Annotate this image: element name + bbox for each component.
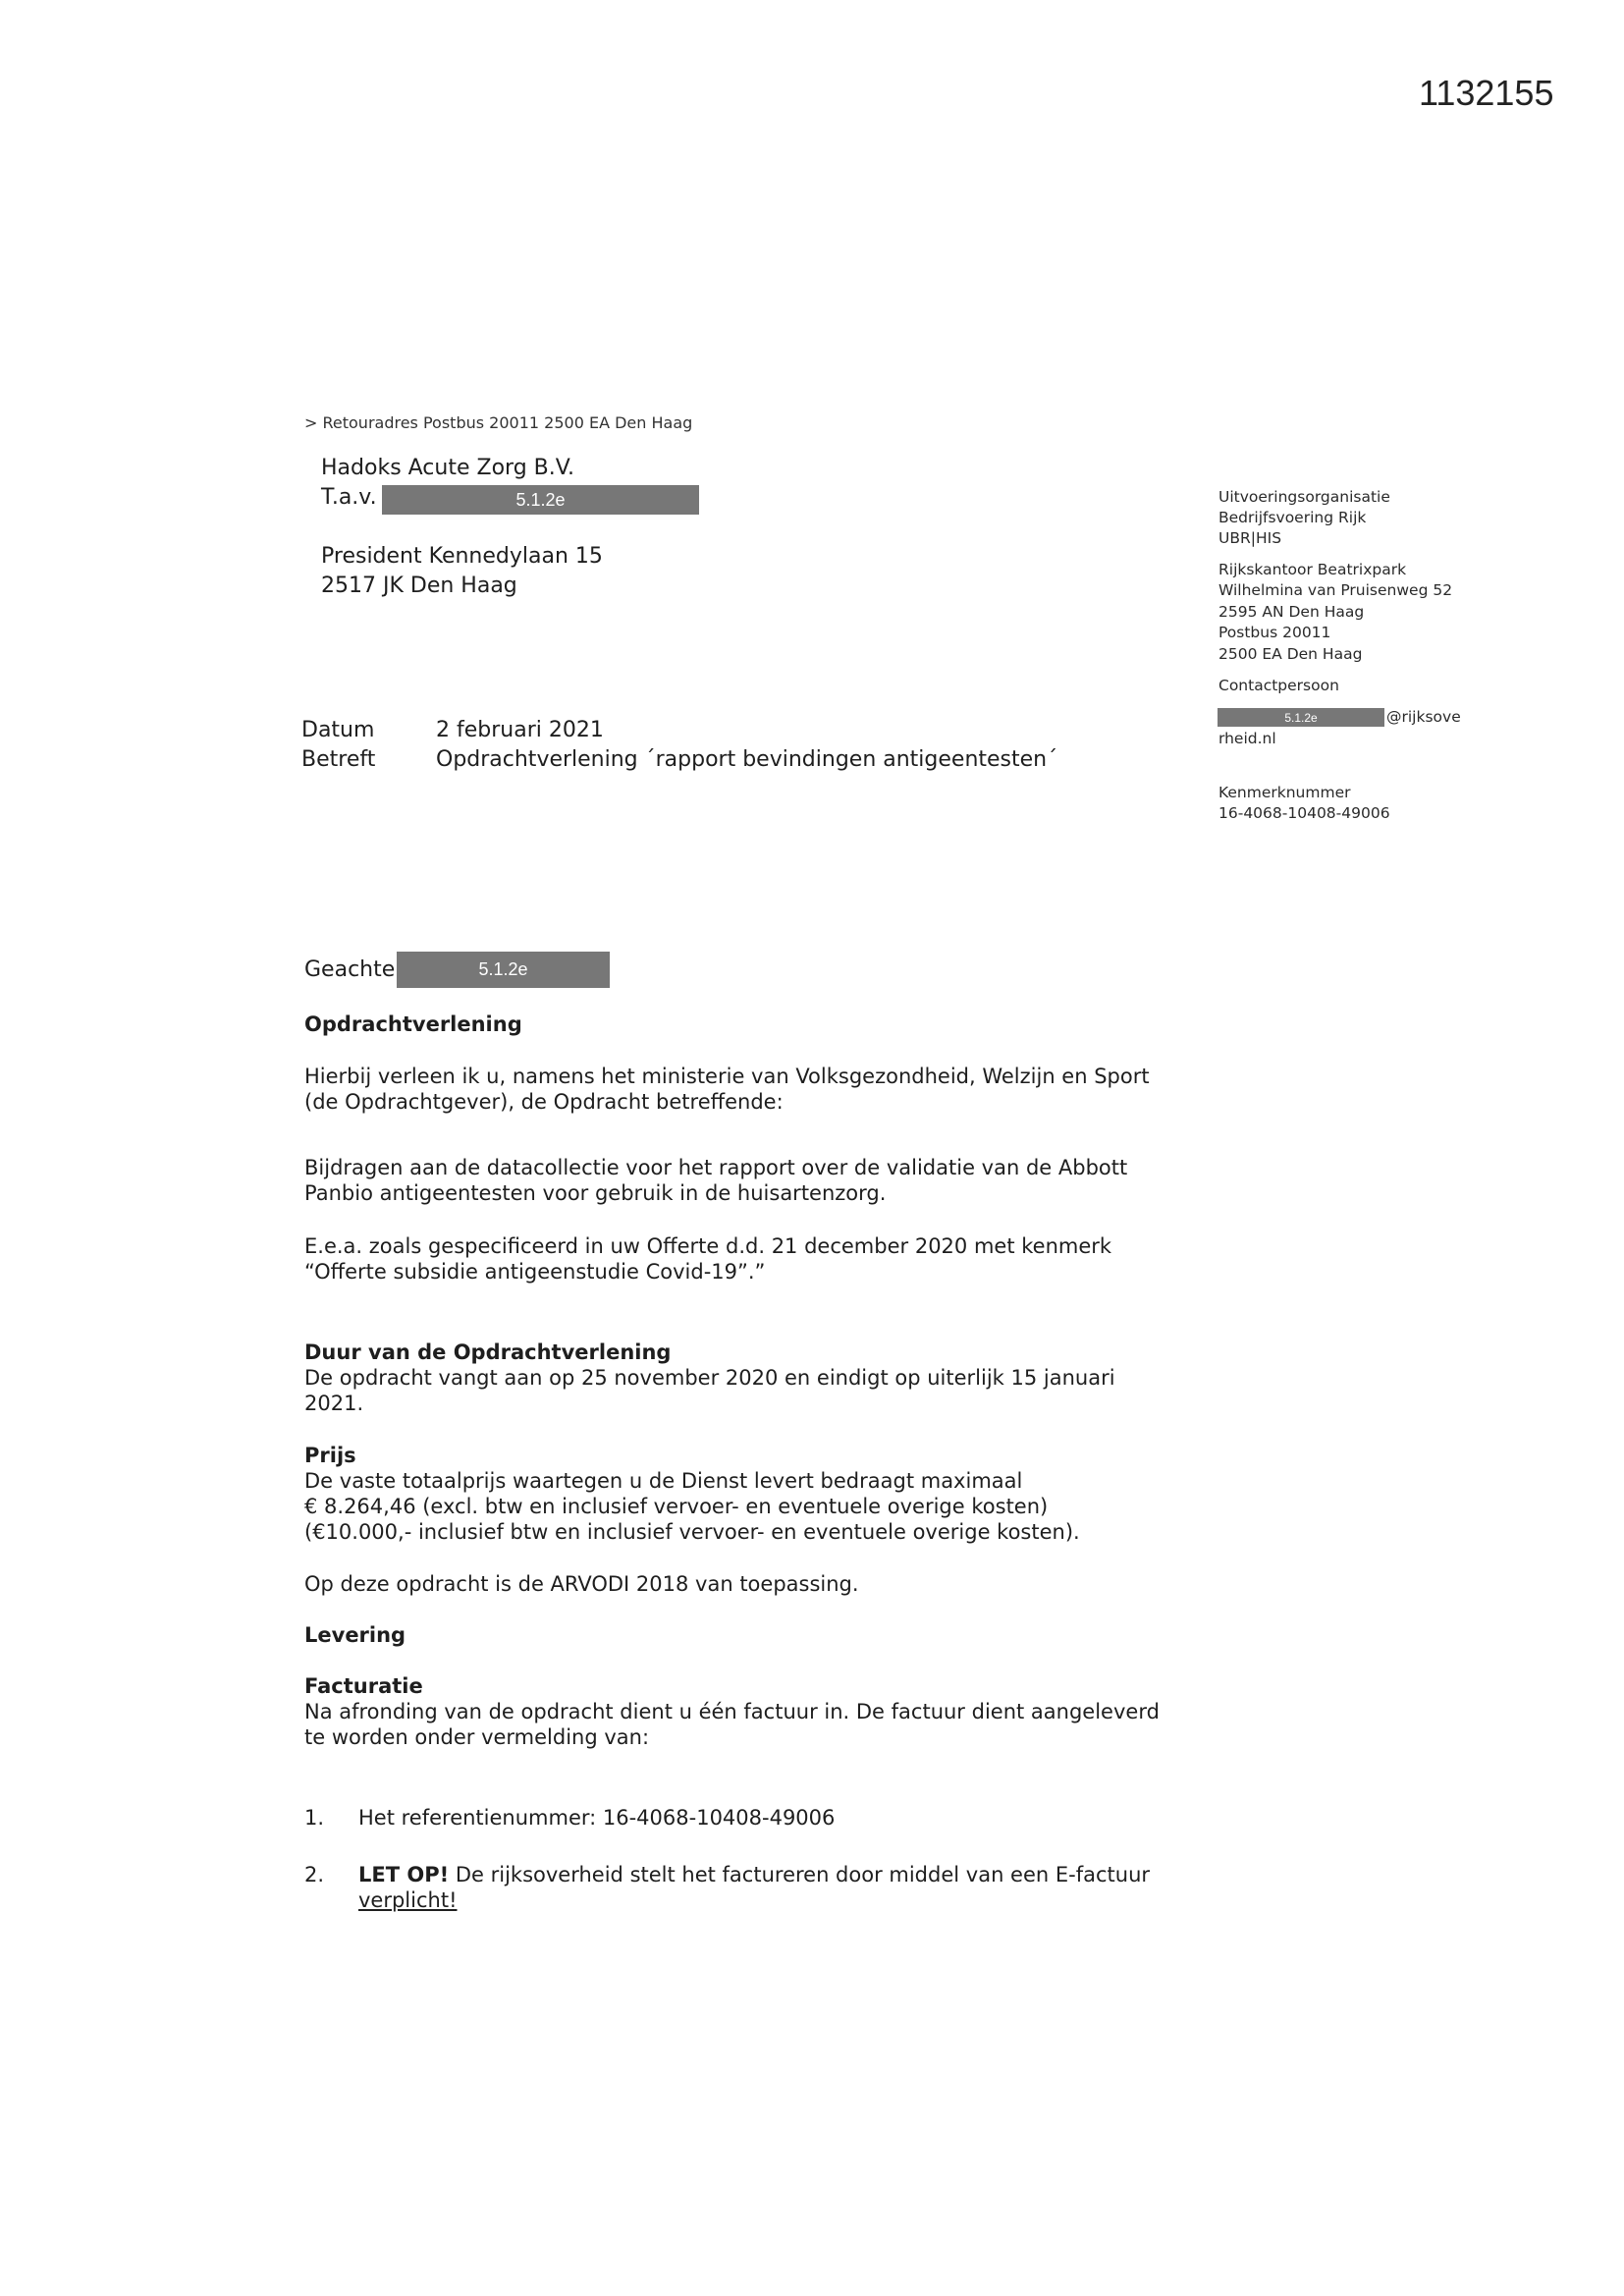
date-value: 2 februari 2021 bbox=[436, 718, 604, 742]
paragraph-2-line-1: Bijdragen aan de datacollectie voor het rapport over de validatie van de Abbott bbox=[304, 1156, 1128, 1179]
redaction-salutation-name: 5.1.2e bbox=[397, 952, 610, 988]
price-line-3: (€10.000,- inclusief btw en inclusief vervoer- en eventuele overige kosten). bbox=[304, 1520, 1080, 1544]
paragraph-1-line-1: Hierbij verleen ik u, namens het ministerie van Volksgezondheid, Welzijn en Sport bbox=[304, 1065, 1150, 1088]
redaction-recipient-name: 5.1.2e bbox=[382, 485, 699, 515]
contact-email-part2: rheid.nl bbox=[1218, 730, 1276, 747]
sender-postbus: Postbus 20011 bbox=[1218, 624, 1331, 641]
reference-number: 16-4068-10408-49006 bbox=[1218, 804, 1390, 822]
sender-city2: 2500 EA Den Haag bbox=[1218, 645, 1363, 663]
heading-delivery: Levering bbox=[304, 1623, 406, 1647]
contact-label: Contactpersoon bbox=[1218, 677, 1339, 694]
arvodi-note: Op deze opdracht is de ARVODI 2018 van toepassing. bbox=[304, 1572, 859, 1596]
heading-price: Prijs bbox=[304, 1444, 356, 1467]
document-number: 1132155 bbox=[1419, 73, 1554, 113]
list-item-2-body: De rijksoverheid stelt het factureren door middel van een E-factuur bbox=[449, 1863, 1151, 1886]
sender-org-line1: Uitvoeringsorganisatie bbox=[1218, 488, 1390, 506]
sender-dept: UBR|HIS bbox=[1218, 529, 1282, 547]
paragraph-3-line-1: E.e.a. zoals gespecificeerd in uw Offerte d.d. 21 december 2020 met kenmerk bbox=[304, 1234, 1112, 1258]
invoice-line-1: Na afronding van de opdracht dient u één factuur in. De factuur dient aangeleverd bbox=[304, 1700, 1160, 1723]
price-line-2: € 8.264,46 (excl. btw en inclusief vervoer- en eventuele overige kosten) bbox=[304, 1495, 1049, 1518]
salutation: Geachte bbox=[304, 957, 396, 982]
sender-office: Rijkskantoor Beatrixpark bbox=[1218, 561, 1407, 578]
sender-org-line2: Bedrijfsvoering Rijk bbox=[1218, 509, 1367, 526]
subject-value: Opdrachtverlening ´rapport bevindingen antigeentesten´ bbox=[436, 747, 1058, 772]
list-item-2-text bbox=[358, 1862, 1150, 1887]
recipient-street: President Kennedylaan 15 bbox=[321, 544, 603, 569]
heading-duration: Duur van de Opdrachtverlening bbox=[304, 1340, 672, 1364]
duration-line-2: 2021. bbox=[304, 1392, 364, 1415]
heading-assignment: Opdrachtverlening bbox=[304, 1012, 522, 1036]
paragraph-1-line-2: (de Opdrachtgever), de Opdracht betreffende: bbox=[304, 1090, 784, 1114]
list-item-2-warning: LET OP! bbox=[358, 1863, 450, 1886]
recipient-city: 2517 JK Den Haag bbox=[321, 574, 517, 598]
paragraph-2-line-2: Panbio antigeentesten voor gebruik in de huisartenzorg. bbox=[304, 1181, 887, 1205]
paragraph-3-line-2: “Offerte subsidie antigeenstudie Covid-19”.” bbox=[304, 1260, 766, 1284]
sender-city1: 2595 AN Den Haag bbox=[1218, 603, 1365, 621]
sender-street: Wilhelmina van Pruisenweg 52 bbox=[1218, 581, 1453, 599]
duration-line-1: De opdracht vangt aan op 25 november 2020 en eindigt op uiterlijk 15 januari bbox=[304, 1366, 1115, 1390]
recipient-attention: T.a.v. bbox=[321, 485, 377, 510]
list-item-2-number: 2. bbox=[304, 1863, 325, 1886]
list-item-1-number: 1. bbox=[304, 1806, 325, 1830]
price-line-1: De vaste totaalprijs waartegen u de Dienst levert bedraagt maximaal bbox=[304, 1469, 1023, 1493]
invoice-line-2: te worden onder vermelding van: bbox=[304, 1725, 650, 1749]
date-label: Datum bbox=[301, 718, 375, 742]
heading-invoicing: Facturatie bbox=[304, 1674, 423, 1698]
subject-label: Betreft bbox=[301, 747, 376, 772]
list-item-1-text: Het referentienummer: 16-4068-10408-49006 bbox=[358, 1806, 836, 1830]
list-item-2-mandatory: verplicht! bbox=[358, 1888, 458, 1912]
return-address: > Retouradres Postbus 20011 2500 EA Den Haag bbox=[304, 413, 693, 432]
recipient-company: Hadoks Acute Zorg B.V. bbox=[321, 456, 574, 480]
reference-label: Kenmerknummer bbox=[1218, 784, 1351, 801]
contact-email-part1: @rijksove bbox=[1386, 708, 1461, 726]
redaction-contact-email: 5.1.2e bbox=[1218, 708, 1384, 727]
